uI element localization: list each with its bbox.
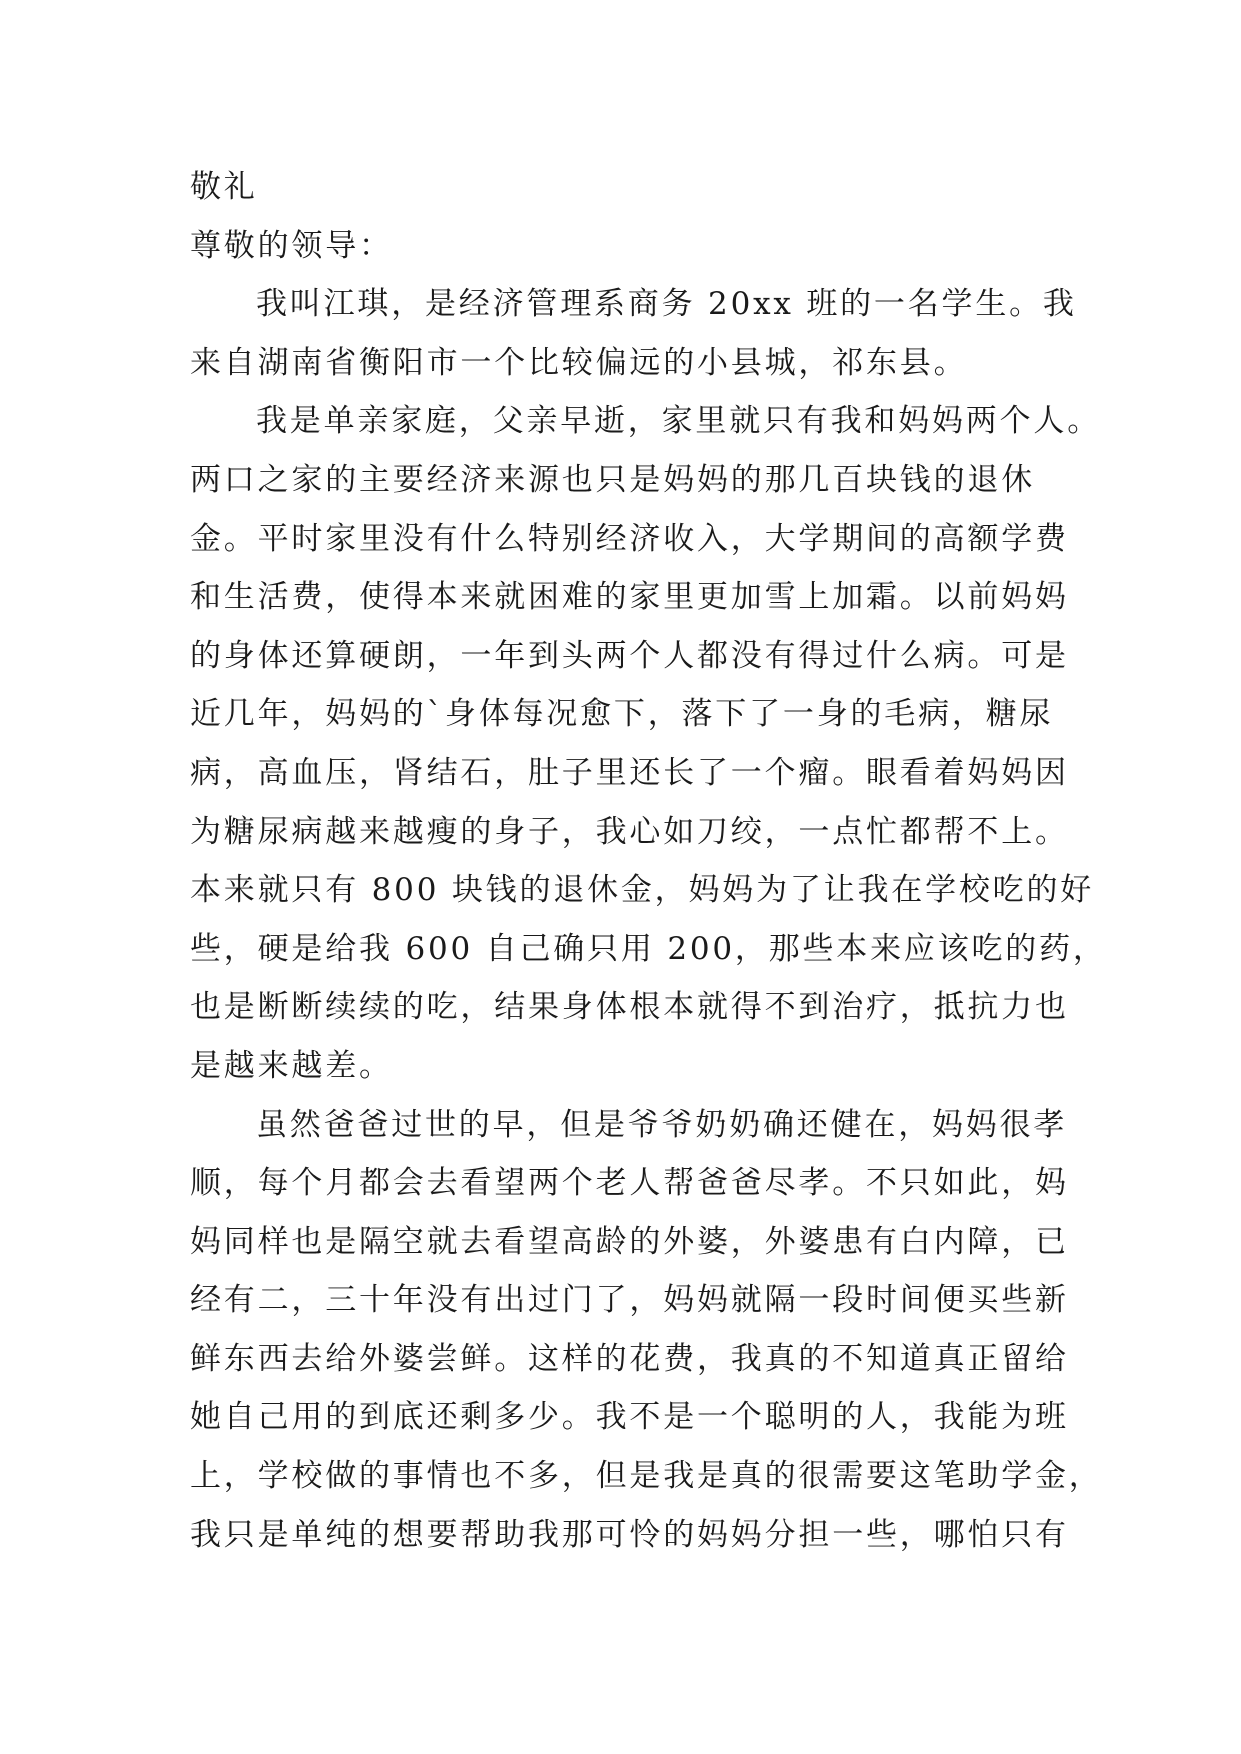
letter-body <box>190 158 1107 1564</box>
text-line: 妈同样也是隔空就去看望高龄的外婆，外婆患有白内障，已 <box>190 1223 1069 1260</box>
text-line: 我叫江琪，是经济管理系商务 20xx 班的一名学生。我 <box>256 286 1077 323</box>
text-line: 两口之家的主要经济来源也只是妈妈的那几百块钱的退休 <box>190 461 1035 498</box>
text-line: 上，学校做的事情也不多，但是我是真的很需要这笔助学金， <box>190 1458 1103 1495</box>
text-line: 虽然爸爸过世的早，但是爷爷奶奶确还健在，妈妈很孝 <box>256 1106 1068 1143</box>
text-line: 我只是单纯的想要帮助我那可怜的妈妈分担一些，哪怕只有 <box>190 1516 1069 1553</box>
text-line: 的身体还算硬朗，一年到头两个人都没有得过什么病。可是 <box>190 637 1069 674</box>
text-line: 金。平时家里没有什么特别经济收入，大学期间的高额学费 <box>190 520 1069 557</box>
text-line: 来自湖南省衡阳市一个比较偏远的小县城，祁东县。 <box>190 344 968 381</box>
text-line: 鲜东西去给外婆尝鲜。这样的花费，我真的不知道真正留给 <box>190 1340 1069 1377</box>
text-line: 我是单亲家庭，父亲早逝，家里就只有我和妈妈两个人。 <box>256 403 1101 440</box>
text-line: 和生活费，使得本来就困难的家里更加雪上加霜。以前妈妈 <box>190 579 1069 616</box>
text-line: 顺，每个月都会去看望两个老人帮爸爸尽孝。不只如此，妈 <box>190 1165 1069 1202</box>
closing-line: 敬礼 <box>190 169 258 205</box>
text-line: 也是断断续续的吃，结果身体根本就得不到治疗，抵抗力也 <box>190 989 1069 1026</box>
text-line: 是越来越差。 <box>190 1047 393 1084</box>
text-line: 她自己用的到底还剩多少。我不是一个聪明的人，我能为班 <box>190 1399 1069 1436</box>
text-line: 些，硬是给我 600 自己确只用 200，那些本来应该吃的药， <box>190 930 1107 967</box>
text-line: 为糖尿病越来越瘦的身子，我心如刀绞，一点忙都帮不上。 <box>190 813 1069 850</box>
paragraph-lines <box>190 275 1107 1564</box>
text-line: 本来就只有 800 块钱的退休金，妈妈为了让我在学校吃的好 <box>190 872 1095 909</box>
text-line: 经有二，三十年没有出过门了，妈妈就隔一段时间便买些新 <box>190 1282 1069 1319</box>
salutation-line: 尊敬的领导： <box>190 227 393 264</box>
text-line: 病，高血压，肾结石，肚子里还长了一个瘤。眼看着妈妈因 <box>190 754 1069 791</box>
text-line: 近几年，妈妈的`身体每况愈下，落下了一身的毛病，糖尿 <box>190 696 1054 733</box>
